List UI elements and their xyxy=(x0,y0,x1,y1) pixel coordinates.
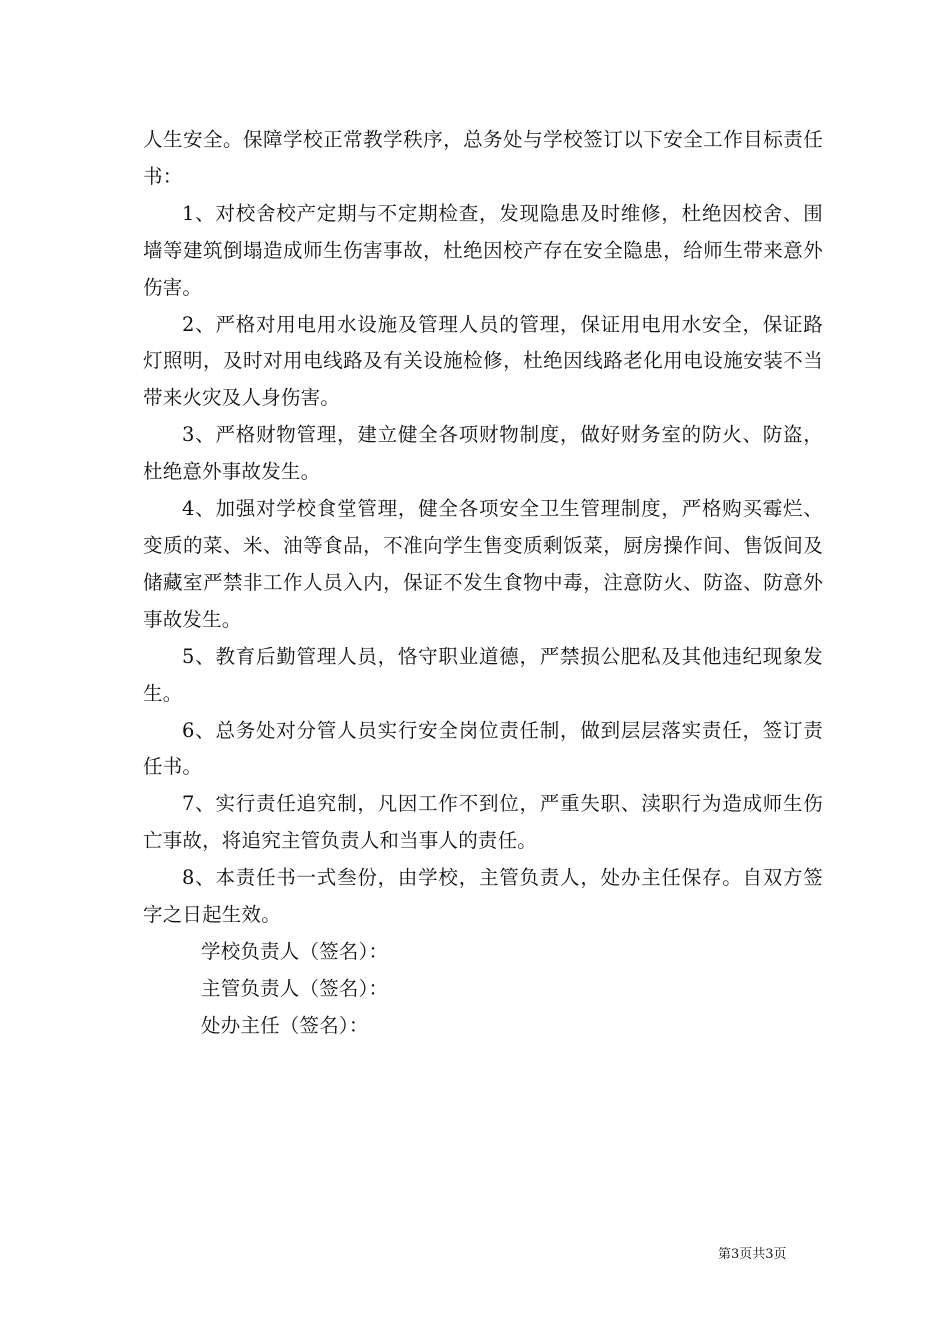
paragraph-item-5: 5、教育后勤管理人员，恪守职业道德，严禁损公肥私及其他违纪现象发生。 xyxy=(143,644,823,705)
paragraph-item-4: 4、加强对学校食堂管理，健全各项安全卫生管理制度，严格购买霉烂、变质的菜、米、油等食品，不准向学生售变质剩饭菜，厨房操作间、售饭间及储藏室严禁非工作人员入内，保证不发生食物中毒，注意防火、防盗、防意外事故发生。 xyxy=(143,497,823,631)
paragraph-item-6: 6、总务处对分管人员实行安全岗位责任制，做到层层落实责任，签订责任书。 xyxy=(143,718,823,779)
signature-office-director: 处办主任（签名）： xyxy=(201,1013,369,1037)
paragraph-item-1: 1、对校舍校产定期与不定期检查，发现隐患及时维修，杜绝因校舍、围墙等建筑倒塌造成师生伤害事故，杜绝因校产存在安全隐患，给师生带来意外伤害。 xyxy=(143,201,823,299)
paragraph-item-7: 7、实行责任追究制，凡因工作不到位，严重失职、渎职行为造成师生伤亡事故，将追究主管负责人和当事人的责任。 xyxy=(143,792,823,853)
page-number-footer: 第3页共3页 xyxy=(718,1247,787,1262)
document-body xyxy=(143,122,823,1045)
signature-supervisor: 主管负责人（签名）： xyxy=(201,976,389,1000)
paragraph-item-2: 2、严格对用电用水设施及管理人员的管理，保证用电用水安全，保证路灯照明，及时对用电线路及有关设施检修，杜绝因线路老化用电设施安装不当带来火灾及人身伤害。 xyxy=(143,312,823,410)
paragraph-item-3: 3、严格财物管理，建立健全各项财物制度，做好财务室的防火、防盗，杜绝意外事故发生。 xyxy=(143,423,823,484)
paragraph-item-8: 8、本责任书一式叁份，由学校，主管负责人，处办主任保存。自双方签字之日起生效。 xyxy=(143,866,823,927)
paragraph-intro: 人生安全。保障学校正常教学秩序，总务处与学校签订以下安全工作目标责任书： xyxy=(143,128,823,188)
signature-school-head: 学校负责人（签名）： xyxy=(201,939,389,963)
